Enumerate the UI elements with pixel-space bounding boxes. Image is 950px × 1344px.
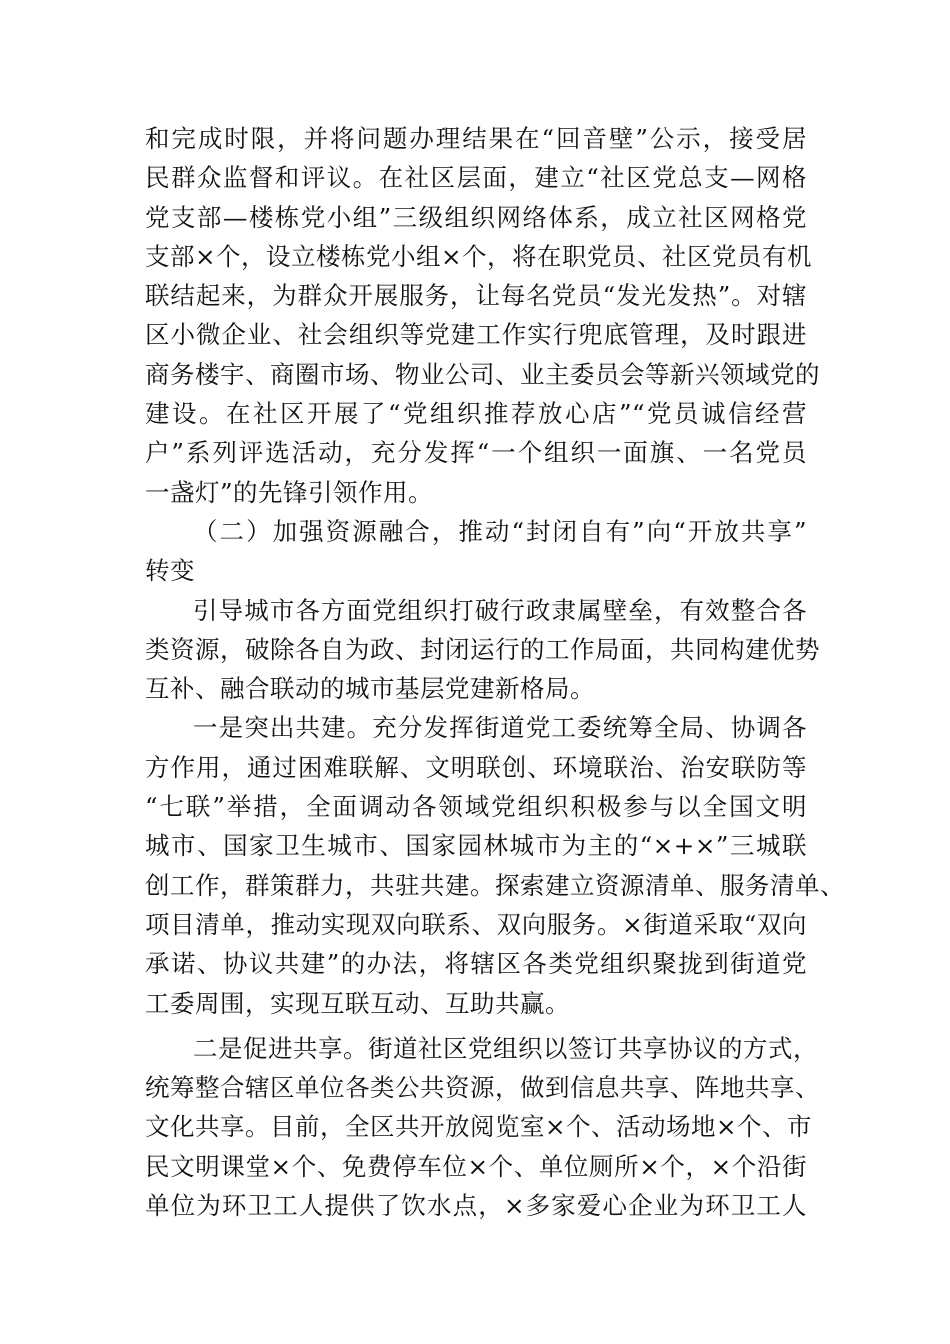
text-line: 二是促进共享。街道社区党组织以签订共享协议的方式，: [193, 1033, 818, 1063]
text-line: （二）加强资源融合，推动“封闭自有”向“开放共享”: [193, 516, 807, 546]
text-line: 联结起来，为群众开展服务，让每名党员“发光发热”。对辖: [145, 281, 807, 311]
text-line: 和完成时限，并将问题办理结果在“回音壁”公示，接受居: [145, 124, 807, 153]
paragraph-1: [145, 119, 820, 512]
text-line: 工委周围，实现互联互动、互助共赢。: [145, 988, 570, 1018]
text-line: 承诺、协议共建”的办法，将辖区各类党组织聚拢到街道党: [145, 949, 807, 979]
text-line: 民群众监督和评议。在社区层面，建立“社区党总支—网格: [145, 163, 807, 193]
paragraph-3: [145, 591, 820, 709]
text-line: 一盏灯”的先锋引领作用。: [145, 477, 434, 507]
text-line: 转变: [145, 556, 195, 586]
text-line: 方作用，通过困难联解、文明联创、环境联治、治安联防等: [145, 752, 807, 782]
text-line: 项目清单，推动实现双向联系、双向服务。×街道采取“双向: [145, 909, 807, 939]
text-line: 创工作，群策群力，共驻共建。探索建立资源清单、服务清单、: [145, 870, 845, 900]
text-line: 支部×个，设立楼栋党小组×个，将在职党员、社区党员有机: [145, 241, 813, 271]
paragraph-4: [145, 708, 845, 1022]
paragraph-5: [145, 1029, 820, 1225]
text-line: 文化共享。目前，全区共开放阅览室×个、活动场地×个、市: [145, 1112, 813, 1142]
text-line: 户”系列评选活动，充分发挥“一个组织一面旗、一名党员: [145, 438, 807, 468]
document-page: [145, 119, 845, 1225]
text-line: 类资源，破除各自为政、封闭运行的工作局面，共同构建优势: [145, 634, 820, 664]
section-heading: [145, 512, 807, 591]
text-line: 党支部—楼栋党小组”三级组织网络体系，成立社区网格党: [145, 202, 807, 232]
text-line: 商务楼宇、商圈市场、物业公司、业主委员会等新兴领域党的: [145, 359, 820, 389]
text-line: 统筹整合辖区单位各类公共资源，做到信息共享、阵地共享、: [145, 1073, 820, 1103]
text-line: 一是突出共建。充分发挥街道党工委统筹全局、协调各: [193, 713, 807, 743]
text-line: 民文明课堂×个、免费停车位×个、单位厕所×个，×个沿街: [145, 1151, 807, 1181]
text-line: 区小微企业、社会组织等党建工作实行兜底管理，及时跟进: [145, 320, 807, 350]
text-line: 城市、国家卫生城市、国家园林城市为主的“×+×”三城联: [145, 831, 807, 861]
text-line: 单位为环卫工人提供了饮水点，×多家爱心企业为环卫工人: [145, 1191, 807, 1221]
text-line: 互补、融合联动的城市基层党建新格局。: [145, 674, 595, 704]
text-line: 引导城市各方面党组织打破行政隶属壁垒，有效整合各: [193, 595, 807, 625]
text-line: “七联”举措，全面调动各领域党组织积极参与以全国文明: [145, 792, 807, 822]
text-line: 建设。在社区开展了“党组织推荐放心店”“党员诚信经营: [145, 399, 807, 429]
